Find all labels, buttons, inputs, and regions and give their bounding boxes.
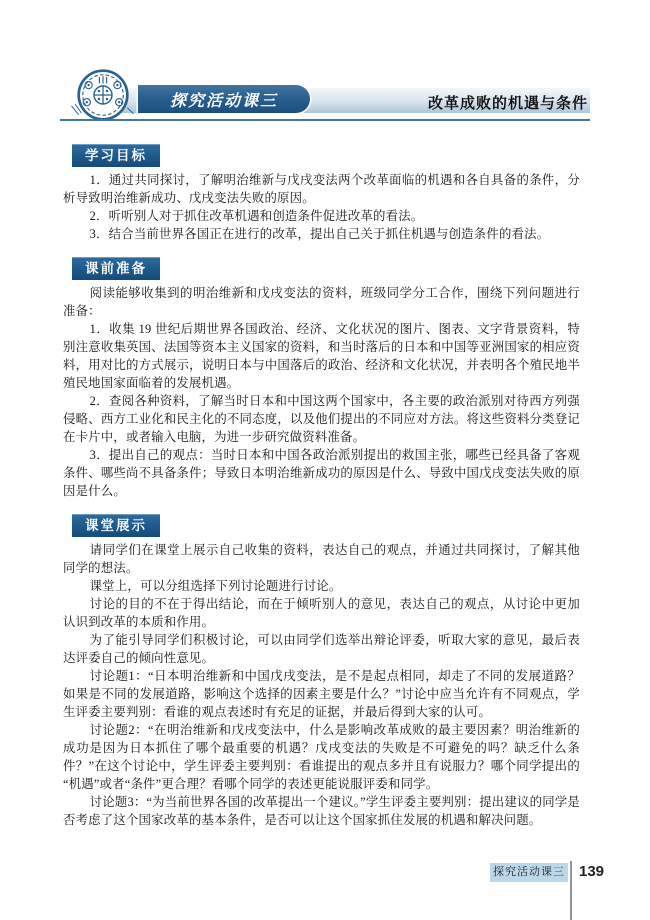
paragraph: 讨论的目的不在于得出结论，而在于倾听别人的意见，表达自己的观点，从讨论中更加认识到改革的本质和作用。 <box>63 597 580 629</box>
header-divider <box>60 119 590 121</box>
paragraph: 阅读能够收集到的明治维新和戊戌变法的资料，班级同学分工合作，围绕下列问题进行准备： <box>63 286 580 318</box>
paragraph: 为了能引导同学们积极讨论，可以由同学们选举出辩论评委，听取大家的意见，最后表达评委自己的倾向性意见。 <box>63 633 580 665</box>
page-topic-title: 改革成败的机遇与条件 <box>427 96 588 112</box>
chapter-banner <box>138 85 310 113</box>
seal-icon <box>64 68 142 122</box>
page-content <box>63 144 580 829</box>
paragraph: 2．查阅各种资料，了解当时日本和中国这两个国家中，各主要的政治派别对待西方列强侵略、西方工业化和民主化的不同态度，以及他们提出的不同应对方法。将这些资料分类登记在卡片中，或者输入电脑，为进一步研究做资料准备。 <box>63 394 580 444</box>
chapter-banner-title: 探究活动课三 <box>169 92 278 110</box>
paragraph: 3．提出自己的观点：当时日本和中国各政治派别提出的救国主张，哪些已经具备了客观条件、哪些尚不具备条件；导致日本明治维新成功的原因是什么、导致中国戊戌变法失败的原因是什么。 <box>63 448 580 498</box>
section-body <box>63 171 580 243</box>
section-title: 课前准备 <box>72 257 160 280</box>
section-title: 课堂展示 <box>72 514 160 537</box>
paragraph: 讨论题1：“日本明治维新和中国戊戌变法，是不是起点相同，却走了不同的发展道路？如果是不同的发展道路，影响这个选择的因素主要是什么？”讨论中应当允许有不同观点，学生评委主要判别：看谁的观点表述时有充足的证据，并最后得到大家的认可。 <box>63 669 580 719</box>
section-pre-class-prep <box>63 257 580 500</box>
paragraph: 1．收集 19 世纪后期世界各国政治、经济、文化状况的图片、图表、文字背景资料，特别注意收集英国、法国等资本主义国家的资料，和当时落后的日本和中国等亚洲国家的相应资料，用对比的方式展示，说明日本与中国落后的政治、经济和文化状况，并表明各个殖民地半殖民地国家面临着的发展机遇。 <box>63 322 580 390</box>
section-class-presentation <box>63 514 580 829</box>
section-body <box>63 284 580 500</box>
section-title: 学习目标 <box>72 144 160 167</box>
paragraph: 讨论题2：“在明治维新和戊戌变法中，什么是影响改革成败的最主要因素？明治维新的成功是因为日本抓住了哪个最重要的机遇？戊戌变法的失败是不可避免的吗？缺乏什么条件？”在这个讨论中，学生评委主要判别：看谁提出的观点多并且有说服力？哪个同学提出的“机遇”或者“条件”更合理？看哪个同学的表述更能说服评委和同学。 <box>63 723 580 791</box>
section-learning-goals <box>63 144 580 243</box>
paragraph: 2．听听别人对于抓住改革机遇和创造条件促进改革的看法。 <box>89 209 424 223</box>
paragraph: 请同学们在课堂上展示自己收集的资料，表达自己的观点，并通过共同探讨，了解其他同学的想法。 <box>63 543 580 575</box>
paragraph: 讨论题3：“为当前世界各国的改革提出一个建议。”学生评委主要判别：提出建议的同学是否考虑了这个国家改革的基本条件，是否可以让这个国家抓住发展的机遇和解决问题。 <box>63 795 580 827</box>
page-number: 139 <box>579 863 605 880</box>
footer-divider <box>570 861 572 920</box>
section-body <box>63 541 580 829</box>
paragraph: 3．结合当前世界各国正在进行的改革，提出自己关于抓住机遇与创造条件的看法。 <box>89 227 550 241</box>
footer-chapter-label: 探究活动课三 <box>490 863 568 882</box>
paragraph: 1．通过共同探讨，了解明治维新与戊戌变法两个改革面临的机遇和各自具备的条件，分析导致明治维新成功、戊戌变法失败的原因。 <box>63 173 580 205</box>
paragraph: 课堂上，可以分组选择下列讨论题进行讨论。 <box>89 579 342 593</box>
